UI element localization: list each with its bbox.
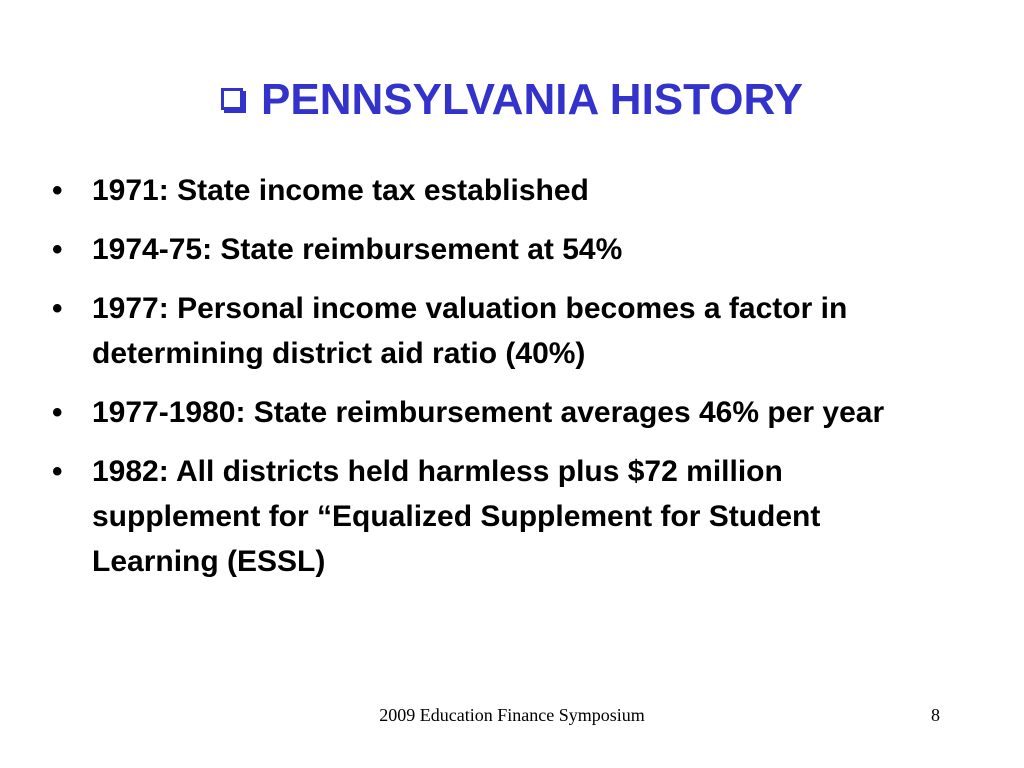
bullet-dot: •	[52, 292, 63, 325]
list-item	[52, 449, 952, 584]
bullet-text: 1982: All districts held harmless plus $72 million supplement for “Equalized Supplement for Student Learning (ESSL)	[92, 455, 821, 578]
bullet-list	[52, 168, 952, 598]
bullet-dot: •	[52, 233, 63, 266]
bullet-text: 1977-1980: State reimbursement averages 46% per year	[92, 396, 885, 429]
list-item	[52, 286, 952, 376]
list-item	[52, 168, 952, 213]
list-item	[52, 390, 952, 435]
slide-title: PENNSYLVANIA HISTORY	[261, 75, 803, 124]
bullet-text: 1974-75: State reimbursement at 54%	[92, 233, 623, 266]
page-number: 8	[931, 705, 940, 725]
bullet-text: 1977: Personal income valuation becomes a factor in determining district aid ratio (40%)	[92, 292, 848, 370]
bullet-dot: •	[52, 455, 63, 488]
bullet-dot: •	[52, 396, 63, 429]
footer-text: 2009 Education Finance Symposium	[379, 705, 645, 725]
bullet-dot: •	[52, 174, 63, 207]
checkbox-icon	[221, 88, 243, 110]
slide-title-row	[0, 70, 1024, 130]
bullet-text: 1971: State income tax established	[92, 174, 589, 207]
list-item	[52, 227, 952, 272]
